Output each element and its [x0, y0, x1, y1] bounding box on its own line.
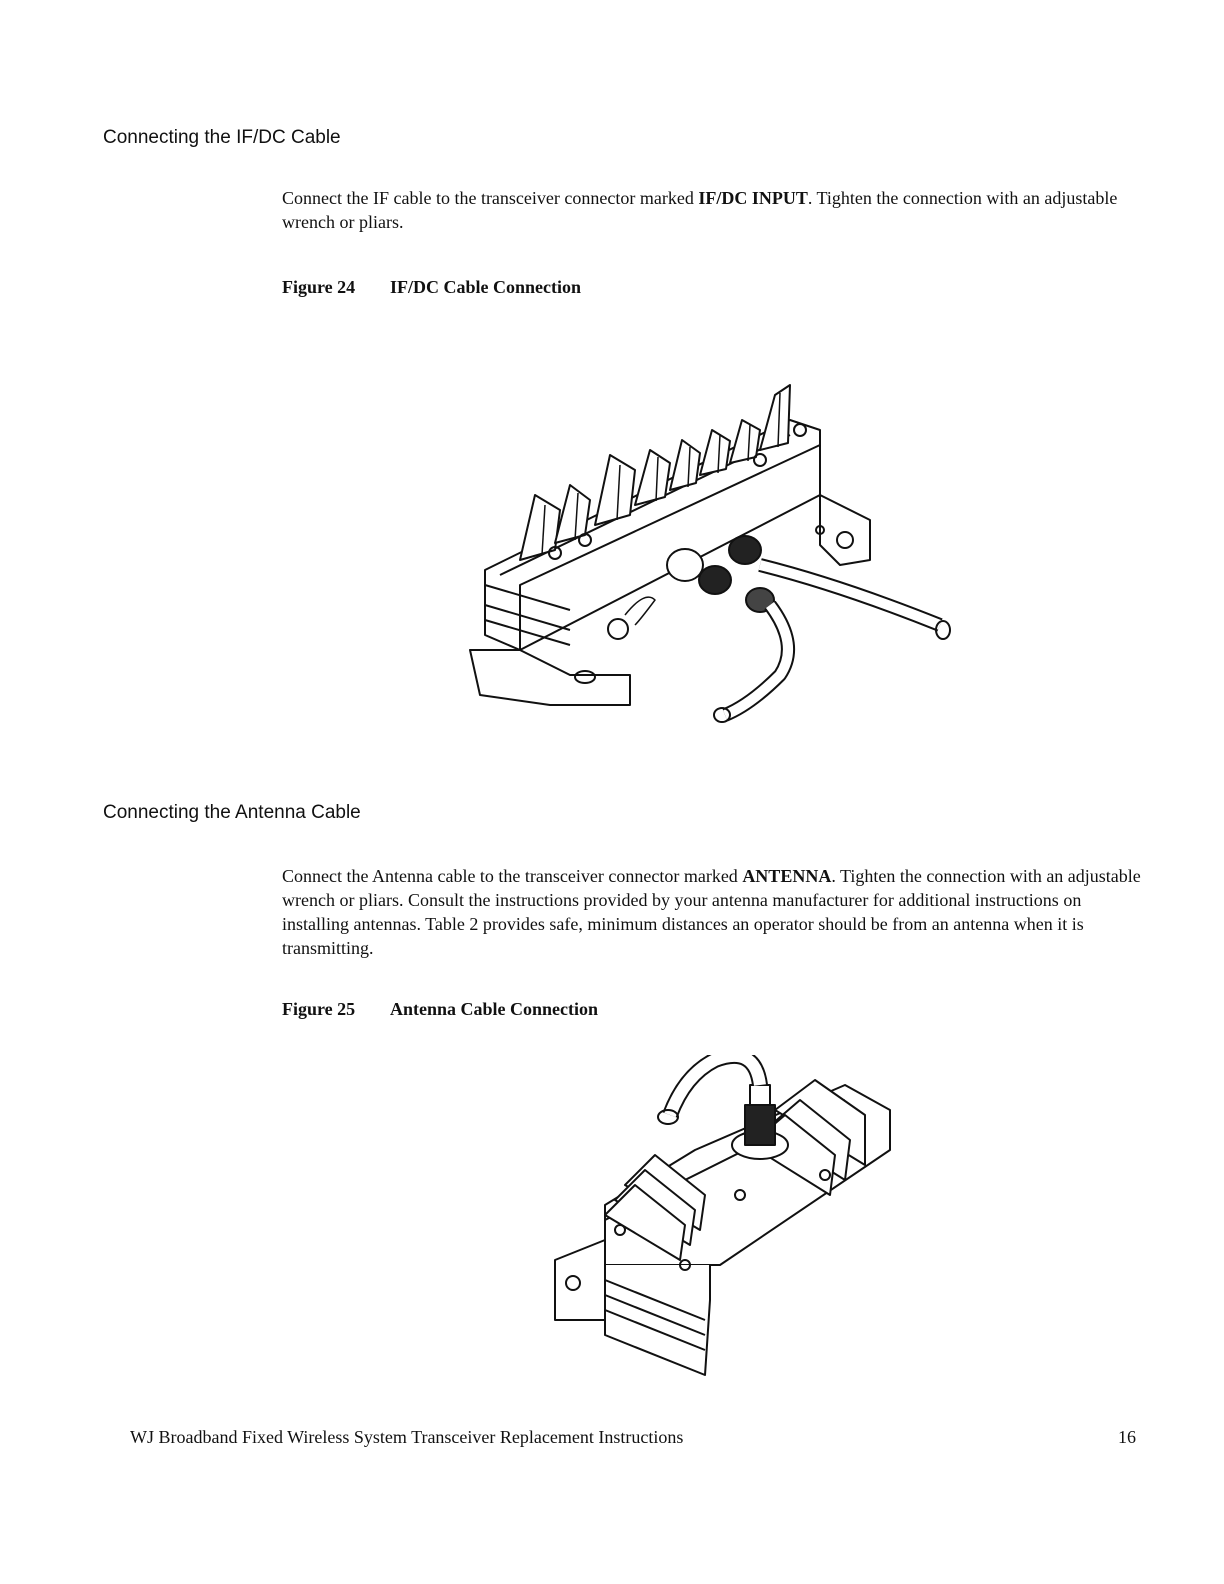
- ifdc-cable-connection-illustration: [460, 375, 960, 735]
- figure-25-caption: [282, 999, 598, 1020]
- figure-number: Figure 24: [282, 277, 356, 297]
- antenna-text-start: Connect the Antenna cable to the transceiver connector marked: [282, 866, 743, 886]
- figure-number: Figure 25: [282, 999, 356, 1019]
- figure-title: Antenna Cable Connection: [390, 999, 599, 1019]
- section-heading-ifdc: Connecting the IF/DC Cable: [103, 127, 341, 148]
- ifdc-connector-label: IF/DC INPUT: [698, 188, 808, 208]
- ifdc-text-start: Connect the IF cable to the transceiver connector marked: [282, 188, 699, 208]
- figure-title: IF/DC Cable Connection: [390, 277, 582, 297]
- antenna-cable-connection-illustration: [545, 1055, 905, 1385]
- ifdc-text-end: . Tighten the connection with an adjustable wrench or pliars.: [282, 188, 1118, 232]
- ifdc-instructions: [282, 186, 1142, 234]
- section-heading-antenna: Connecting the Antenna Cable: [103, 802, 361, 823]
- figure-24-caption: [282, 277, 581, 298]
- antenna-instructions: [282, 864, 1142, 960]
- antenna-text-end: . Tighten the connection with an adjustable wrench or pliars. Consult the instructions provided by your antenna manufacturer for additional instructions on installing antennas. Table 2 provides safe, minimum distances an operator should be from an antenna when it is transmitting.: [282, 866, 1141, 958]
- footer-document-title: WJ Broadband Fixed Wireless System Transceiver Replacement Instructions: [130, 1427, 684, 1447]
- antenna-connector-label: ANTENNA: [742, 866, 832, 886]
- page-number: 16: [1118, 1427, 1136, 1447]
